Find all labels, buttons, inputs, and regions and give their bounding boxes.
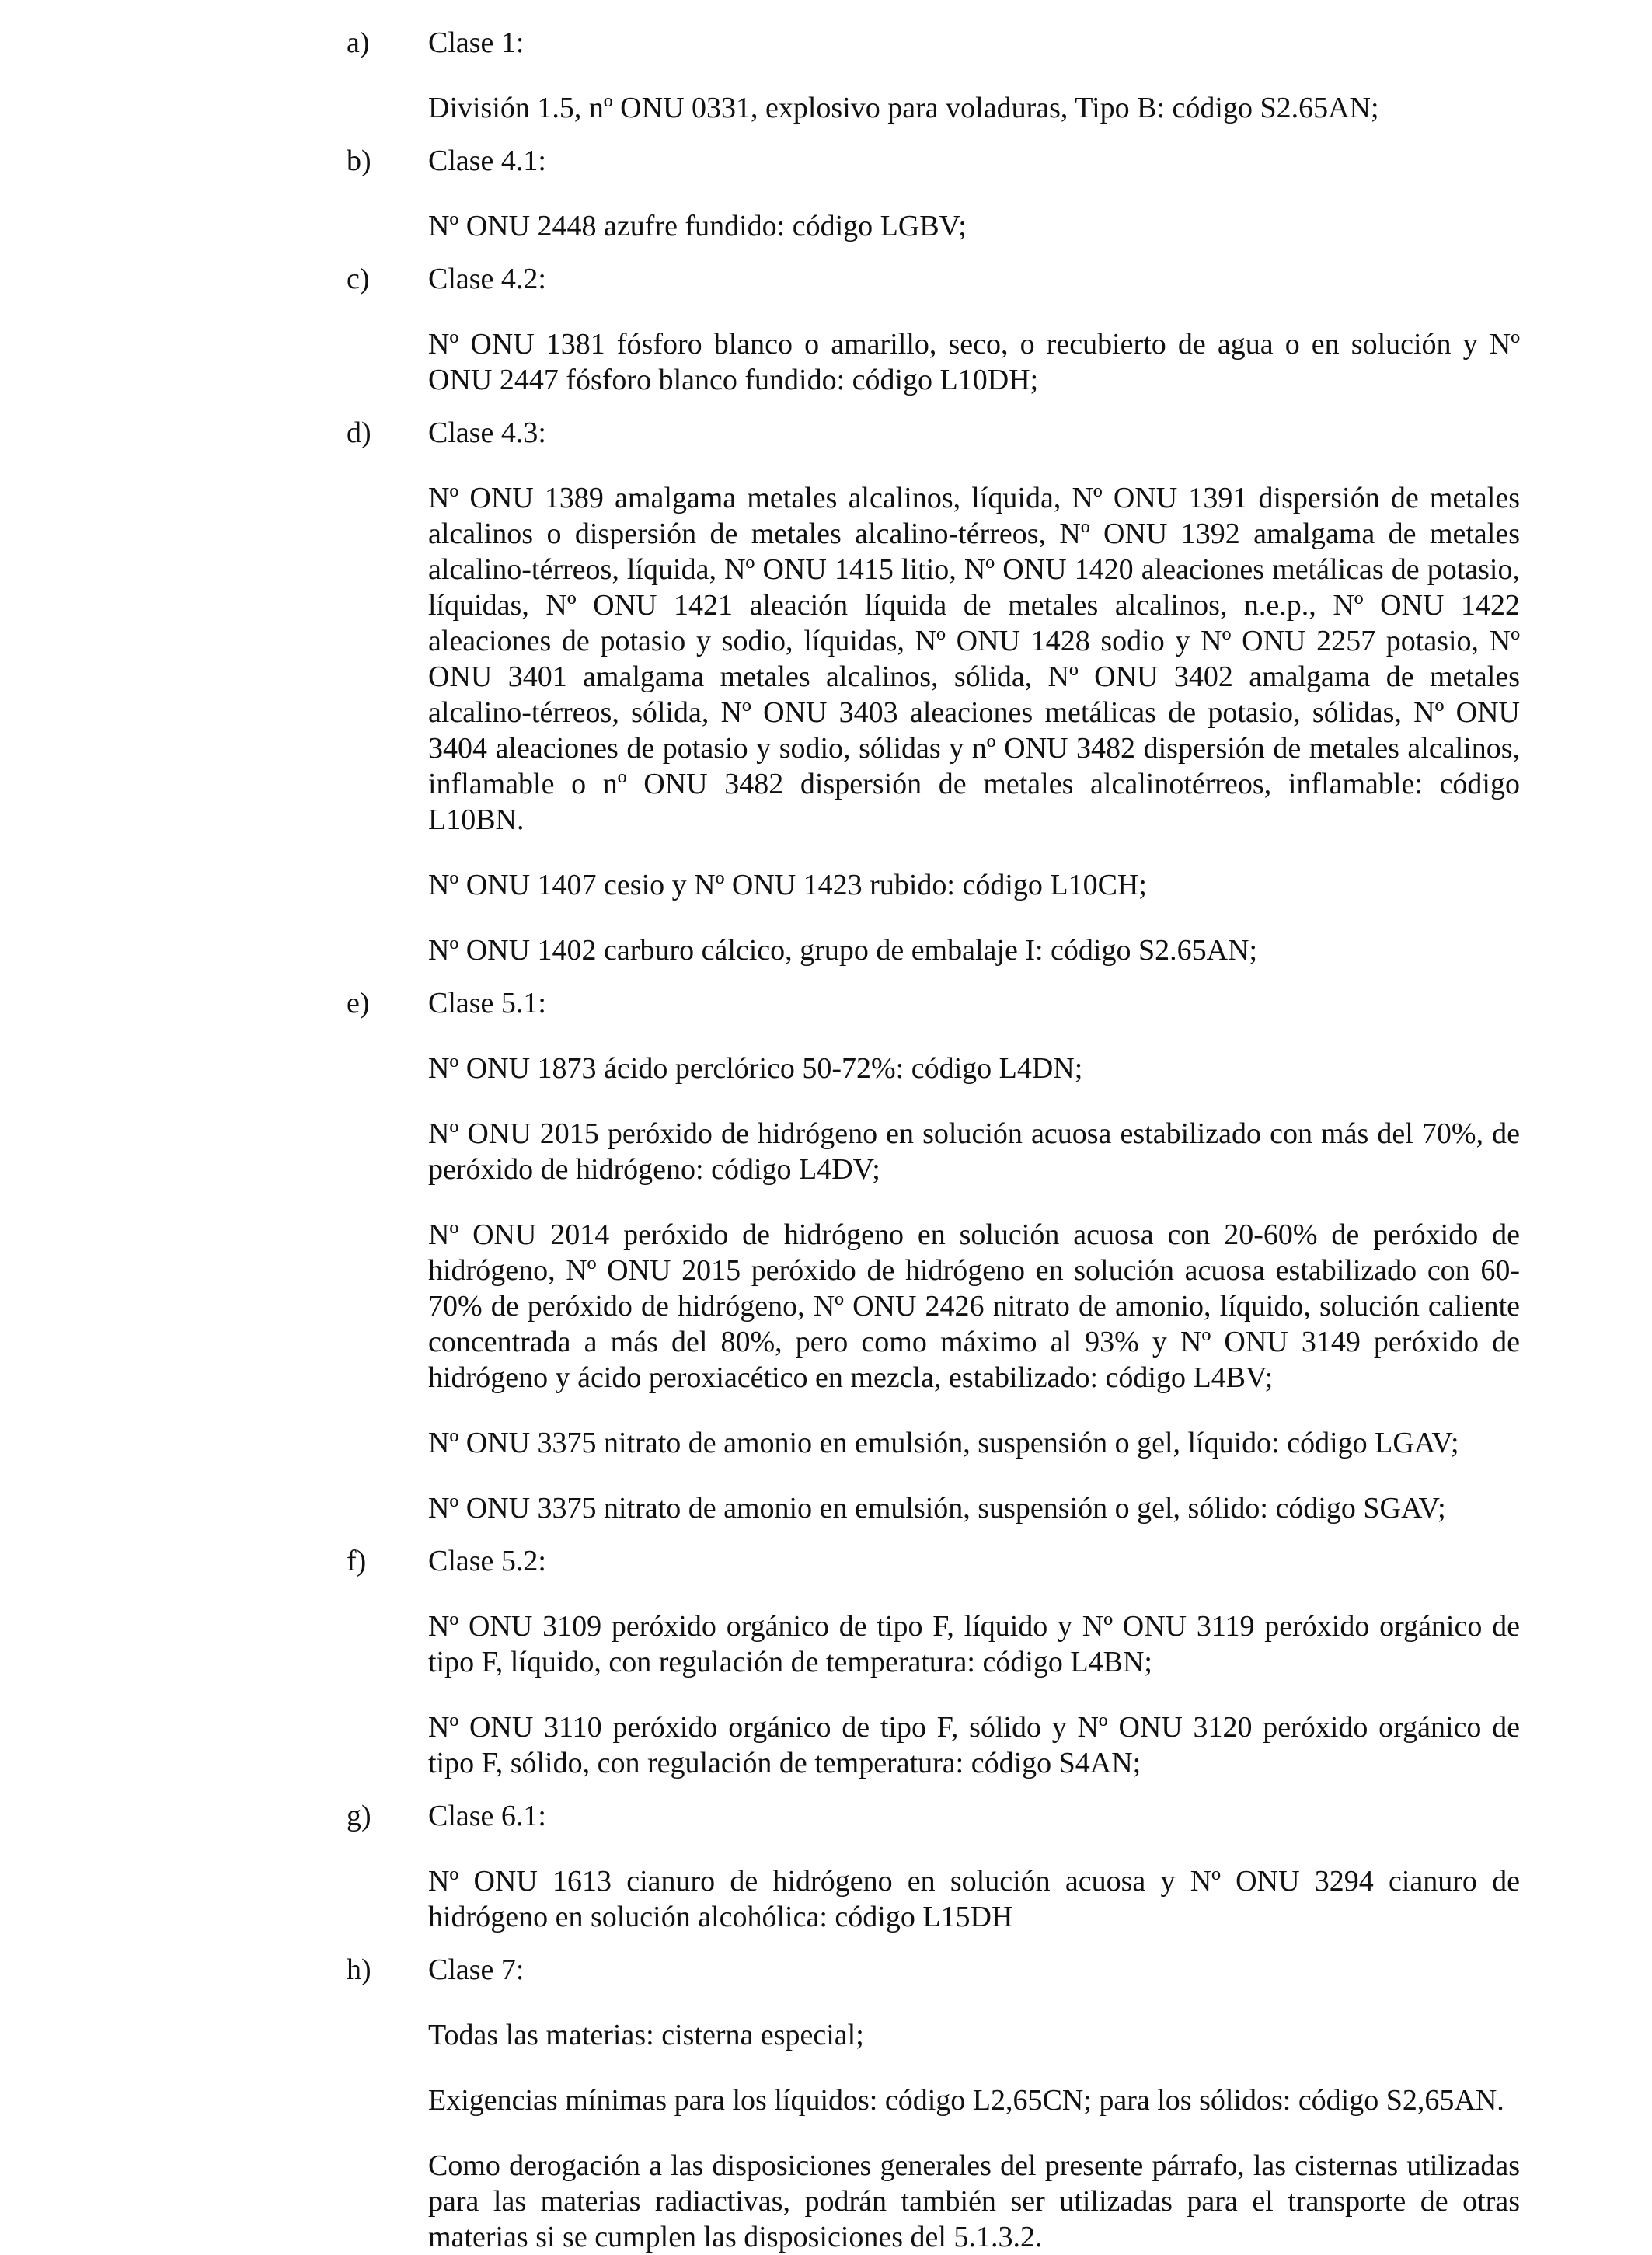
list-item-f <box>347 1543 1520 1781</box>
item-header <box>347 1952 1520 1988</box>
item-header <box>347 261 1520 297</box>
paragraph: Nº ONU 3375 nitrato de amonio en emulsión, suspensión o gel, líquido: código LGAV; <box>428 1427 1459 1459</box>
item-letter: b) <box>347 145 371 177</box>
item-header <box>347 415 1520 451</box>
item-title: Clase 1: <box>428 26 525 59</box>
item-header <box>347 1798 1520 1834</box>
item-letter: f) <box>347 1545 367 1577</box>
paragraph: División 1.5, nº ONU 0331, explosivo para voladuras, Tipo B: código S2.65AN; <box>428 92 1379 124</box>
list-item-a <box>347 25 1520 126</box>
item-title: Clase 5.2: <box>428 1545 546 1577</box>
item-letter: e) <box>347 987 370 1019</box>
item-letter: c) <box>347 263 370 295</box>
paragraph: Nº ONU 3110 peróxido orgánico de tipo F, sólido y Nº ONU 3120 peróxido orgánico de tipo F, sólido, con regulación de temperatura: código S4AN; <box>428 1711 1520 1779</box>
paragraph: Exigencias mínimas para los líquidos: código L2,65CN; para los sólidos: código S2,65AN. <box>428 2084 1504 2117</box>
list-item-c <box>347 261 1520 398</box>
item-letter: a) <box>347 26 370 59</box>
item-header <box>347 1543 1520 1579</box>
item-title: Clase 4.2: <box>428 263 546 295</box>
item-letter: g) <box>347 1800 371 1832</box>
paragraph: Como derogación a las disposiciones generales del presente párrafo, las cisternas utilizadas para las materias radiactivas, podrán también ser utilizadas para el transporte de otras materias si se cumplen las disposiciones del 5.1.3.2. <box>428 2149 1520 2253</box>
item-header <box>347 143 1520 179</box>
list-item-e <box>347 985 1520 1526</box>
paragraph: Todas las materias: cisterna especial; <box>428 2019 864 2051</box>
paragraph: Nº ONU 2015 peróxido de hidrógeno en solución acuosa estabilizado con más del 70%, de peróxido de hidrógeno: código L4DV; <box>428 1117 1520 1186</box>
paragraph: Nº ONU 1402 carburo cálcico, grupo de embalaje I: código S2.65AN; <box>428 934 1258 967</box>
list-item-b <box>347 143 1520 244</box>
paragraph: Nº ONU 1389 amalgama metales alcalinos, líquida, Nº ONU 1391 dispersión de metales alcalinos o dispersión de metales alcalino-térreos, Nº ONU 1392 amalgama de metales alcalino-térreos, líquida, Nº ONU 1415 litio, Nº ONU 1420 aleaciones metálicas de potasio, líquidas, Nº ONU 1421 aleación líquida de metales alcalinos, n.e.p., Nº ONU 1422 aleaciones de potasio y sodio, líquidas, Nº ONU 1428 sodio y Nº ONU 2257 potasio, Nº ONU 3401 amalgama metales alcalinos, sólida, Nº ONU 3402 amalgama de metales alcalino-térreos, sólida, Nº ONU 3403 aleaciones metálicas de potasio, sólidas, Nº ONU 3404 aleaciones de potasio y sodio, sólidas y nº ONU 3482 dispersión de metales alcalinos, inflamable o nº ONU 3482 dispersión de metales alcalinotérreos, inflamable: código L10BN. <box>428 482 1520 836</box>
paragraph: Nº ONU 1613 cianuro de hidrógeno en solución acuosa y Nº ONU 3294 cianuro de hidrógeno en solución alcohólica: código L15DH <box>428 1865 1520 1933</box>
paragraph: Nº ONU 1407 cesio y Nº ONU 1423 rubido: código L10CH; <box>428 869 1147 901</box>
item-letter: h) <box>347 1954 371 1986</box>
item-title: Clase 4.3: <box>428 416 546 449</box>
item-title: Clase 4.1: <box>428 145 546 177</box>
paragraph: Nº ONU 1381 fósforo blanco o amarillo, seco, o recubierto de agua o en solución y Nº ONU 2447 fósforo blanco fundido: código L10DH; <box>428 328 1520 396</box>
paragraph: Nº ONU 1873 ácido perclórico 50-72%: código L4DN; <box>428 1052 1083 1085</box>
paragraph: Nº ONU 2014 peróxido de hidrógeno en solución acuosa con 20-60% de peróxido de hidrógeno, Nº ONU 2015 peróxido de hidrógeno en solución acuosa estabilizado con 60-70% de peróxido de hidrógeno, Nº ONU 2426 nitrato de amonio, líquido, solución caliente concentrada a más del 80%, pero como máximo al 93% y Nº ONU 3149 peróxido de hidrógeno y ácido peroxiacético en mezcla, estabilizado: código L4BV; <box>428 1218 1520 1394</box>
item-header <box>347 985 1520 1021</box>
list-item-d <box>347 415 1520 968</box>
item-title: Clase 6.1: <box>428 1800 546 1832</box>
item-header <box>347 25 1520 61</box>
item-title: Clase 5.1: <box>428 987 546 1019</box>
item-title: Clase 7: <box>428 1954 525 1986</box>
paragraph: Nº ONU 3109 peróxido orgánico de tipo F, líquido y Nº ONU 3119 peróxido orgánico de tipo F, líquido, con regulación de temperatura: código L4BN; <box>428 1610 1520 1678</box>
item-letter: d) <box>347 416 371 449</box>
list-item-g <box>347 1798 1520 1935</box>
list-item-h <box>347 1952 1520 2255</box>
paragraph: Nº ONU 3375 nitrato de amonio en emulsión, suspensión o gel, sólido: código SGAV; <box>428 1492 1446 1525</box>
paragraph: Nº ONU 2448 azufre fundido: código LGBV; <box>428 210 967 242</box>
